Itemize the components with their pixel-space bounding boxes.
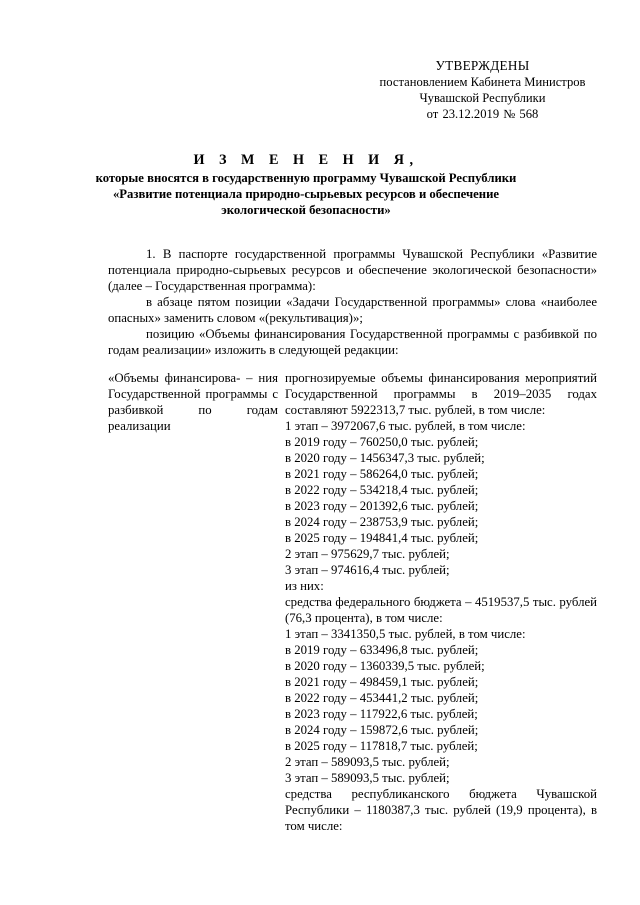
federal-year-2020: в 2020 году – 1360339,5 тыс. рублей; [285,659,485,673]
paragraph-passport: 1. В паспорте государственной программы Чувашской Республики «Развитие потенциала природно-сырьевых ресурсов и обеспечение экологической безопасности» (далее – Государственная программа): [108,247,597,293]
total-year-2024: в 2024 году – 238753,9 тыс. рублей; [285,515,479,529]
approval-stamp [360,58,605,122]
total-stage-1: 1 этап – 3972067,6 тыс. рублей, в том числе: [285,419,526,433]
republic-budget-intro: средства республиканского бюджета Чувашской Республики – 1180387,3 тыс. рублей (19,9 процента), в том числе: [285,787,597,833]
federal-stage-2: 2 этап – 589093,5 тыс. рублей; [285,755,450,769]
federal-year-2022: в 2022 году – 453441,2 тыс. рублей; [285,691,479,705]
document-body [108,246,597,358]
title-heading: И З М Е Н Е Н И Я, [193,152,419,168]
total-year-2025: в 2025 году – 194841,4 тыс. рублей; [285,531,479,545]
of-which-label: из них: [285,579,324,593]
total-stage-2: 2 этап – 975629,7 тыс. рублей; [285,547,450,561]
total-stage-3: 3 этап – 974616,4 тыс. рублей; [285,563,450,577]
federal-year-2019: в 2019 году – 633496,8 тыс. рублей; [285,643,479,657]
total-year-2020: в 2020 году – 1456347,3 тыс. рублей; [285,451,485,465]
federal-year-2024: в 2024 году – 159872,6 тыс. рублей; [285,723,479,737]
total-year-2023: в 2023 году – 201392,6 тыс. рублей; [285,499,479,513]
paragraph-funding-position: позицию «Объемы финансирования Государственной программы с разбивкой по годам реализации» изложить в следующей редакции: [108,327,597,357]
funding-values [285,370,597,834]
approval-date-number: от 23.12.2019 № 568 [426,107,539,121]
title-line-3: экологической безопасности» [221,203,391,217]
title-line-2: «Развитие потенциала природно-сырьевых ресурсов и обеспечение [112,187,500,201]
approval-resolution: постановлением Кабинета Министров [379,75,586,89]
funding-label-text: «Объемы финансирова- – ния Государственной программы с разбивкой по годам реализации [108,371,278,433]
approval-heading: УТВЕРЖДЕНЫ [435,58,530,73]
funding-intro: прогнозируемые объемы финансирования мероприятий Государственной программы в 2019–2035 годах составляют 5922313,7 тыс. рублей, в том числе: [285,371,597,417]
total-year-2021: в 2021 году – 586264,0 тыс. рублей; [285,467,479,481]
federal-year-2025: в 2025 году – 117818,7 тыс. рублей; [285,739,478,753]
title-line-1: которые вносятся в государственную программу Чувашской Республики [95,171,517,185]
funding-label [108,370,278,434]
federal-stage-1: 1 этап – 3341350,5 тыс. рублей, в том числе: [285,627,526,641]
total-year-2022: в 2022 году – 534218,4 тыс. рублей; [285,483,479,497]
funding-position [108,370,597,840]
federal-year-2023: в 2023 году – 117922,6 тыс. рублей; [285,707,478,721]
document-title [80,150,532,218]
paragraph-tasks: в абзаце пятом позиции «Задачи Государственной программы» слова «наиболее опасных» заменить словом «(рекультивация)»; [108,295,597,325]
federal-year-2021: в 2021 году – 498459,1 тыс. рублей; [285,675,479,689]
federal-stage-3: 3 этап – 589093,5 тыс. рублей; [285,771,450,785]
federal-budget-intro: средства федерального бюджета – 4519537,5 тыс. рублей (76,3 процента), в том числе: [285,595,597,625]
total-year-2019: в 2019 году – 760250,0 тыс. рублей; [285,435,479,449]
approval-republic: Чувашской Республики [419,91,546,105]
